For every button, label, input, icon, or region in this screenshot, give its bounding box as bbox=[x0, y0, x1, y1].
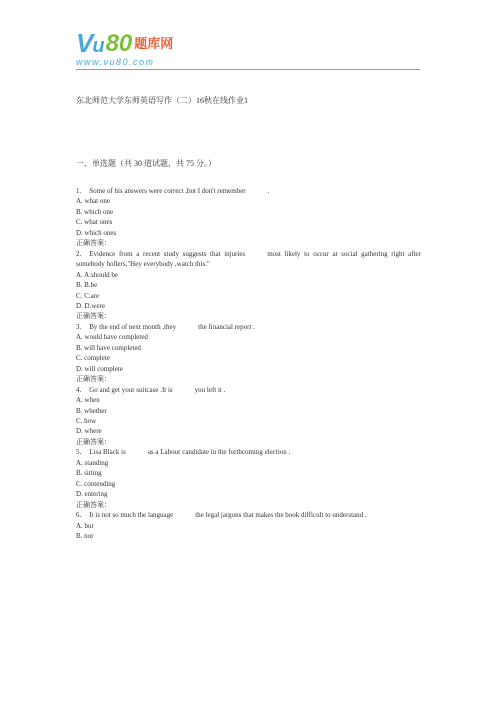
question-stem bbox=[76, 385, 421, 395]
question-stem bbox=[76, 249, 421, 270]
question-text-after-blank: the legal jargons that makes the book difficult to understand . bbox=[195, 511, 367, 520]
question-number: 1. bbox=[76, 187, 82, 195]
answer-option: C. contending bbox=[76, 479, 116, 488]
question-text-after-blank: as a Labour candidate in the forthcoming election . bbox=[147, 448, 291, 457]
logo-url: www.vu80.com bbox=[76, 57, 155, 67]
logo-chinese-name: 题库网 bbox=[134, 37, 174, 52]
question-text-before-blank: It is not so much the language bbox=[89, 511, 174, 520]
answer-option: D. entering bbox=[76, 490, 108, 499]
answer-option: A. when bbox=[76, 396, 100, 405]
correct-answer-label: 正确答案： bbox=[76, 500, 111, 509]
question-text-after-blank: . bbox=[267, 187, 270, 195]
answer-option: A. but bbox=[76, 521, 94, 530]
question-text-before-blank: Go and get your suitcase .It is bbox=[89, 385, 173, 394]
correct-answer-label: 正确答案： bbox=[76, 312, 111, 321]
question-stem bbox=[76, 510, 421, 520]
question-number: 5. bbox=[76, 448, 82, 457]
answer-option: D. which ones bbox=[76, 228, 117, 237]
answer-option: D. will complete bbox=[76, 364, 123, 373]
question-text-before-blank: By the end of next month ,they bbox=[89, 322, 177, 331]
question-number: 6. bbox=[76, 511, 82, 520]
answer-option: B. nor bbox=[76, 531, 94, 540]
logo-letter-u: u bbox=[92, 35, 105, 57]
answer-option: A. A.should be bbox=[76, 270, 118, 279]
header-divider bbox=[76, 69, 420, 70]
correct-answer-label: 正确答案： bbox=[76, 239, 111, 248]
question-text-before-blank: Evidence from a recent study suggests that injuries bbox=[89, 249, 246, 258]
answer-option: C. what ones bbox=[76, 218, 113, 227]
answer-option: A. what one bbox=[76, 197, 111, 206]
question-stem bbox=[76, 186, 421, 196]
question-number: 3. bbox=[76, 322, 82, 331]
logo-number: 80 bbox=[105, 30, 133, 57]
answer-option: B. B.be bbox=[76, 281, 98, 290]
site-logo bbox=[76, 30, 186, 70]
answer-option: A. standing bbox=[76, 458, 109, 467]
answer-option: C. complete bbox=[76, 354, 110, 363]
answer-option: C. how bbox=[76, 416, 97, 425]
answer-option: B. will have completed bbox=[76, 343, 141, 352]
document-title: 东北师范大学东师英语写作（二）16秋在线作业1 bbox=[76, 96, 248, 105]
question-text-after-blank: most likely to occur at social gathering right after somebody hollers,"Hey everybody ,watch this." bbox=[76, 249, 421, 269]
question-list bbox=[76, 186, 421, 541]
answer-option: D. where bbox=[76, 427, 102, 436]
question-text-after-blank: the financial report . bbox=[198, 322, 255, 331]
correct-answer-label: 正确答案： bbox=[76, 437, 111, 446]
answer-option: B. whether bbox=[76, 406, 107, 415]
question-stem bbox=[76, 322, 421, 332]
logo-wordmark bbox=[76, 30, 186, 56]
question-text-after-blank: you left it . bbox=[194, 385, 226, 394]
correct-answer-label: 正确答案： bbox=[76, 375, 111, 384]
answer-option: B. which one bbox=[76, 207, 114, 216]
question-text-before-blank: Lisa Black is bbox=[89, 448, 126, 457]
section-heading: 一、单选题（共 30 道试题，共 75 分。） bbox=[76, 159, 216, 168]
answer-option: A. would have completed bbox=[76, 333, 148, 342]
question-stem bbox=[76, 447, 421, 457]
question-number: 4. bbox=[76, 385, 82, 394]
answer-option: C. C.are bbox=[76, 291, 100, 300]
answer-option: B. sitting bbox=[76, 469, 102, 478]
question-number: 2. bbox=[76, 249, 82, 258]
answer-option: D. D.were bbox=[76, 301, 105, 310]
question-text-before-blank: Some of his answers were correct ,but I don't remember bbox=[89, 187, 246, 195]
logo-letter-v: V bbox=[76, 28, 93, 58]
